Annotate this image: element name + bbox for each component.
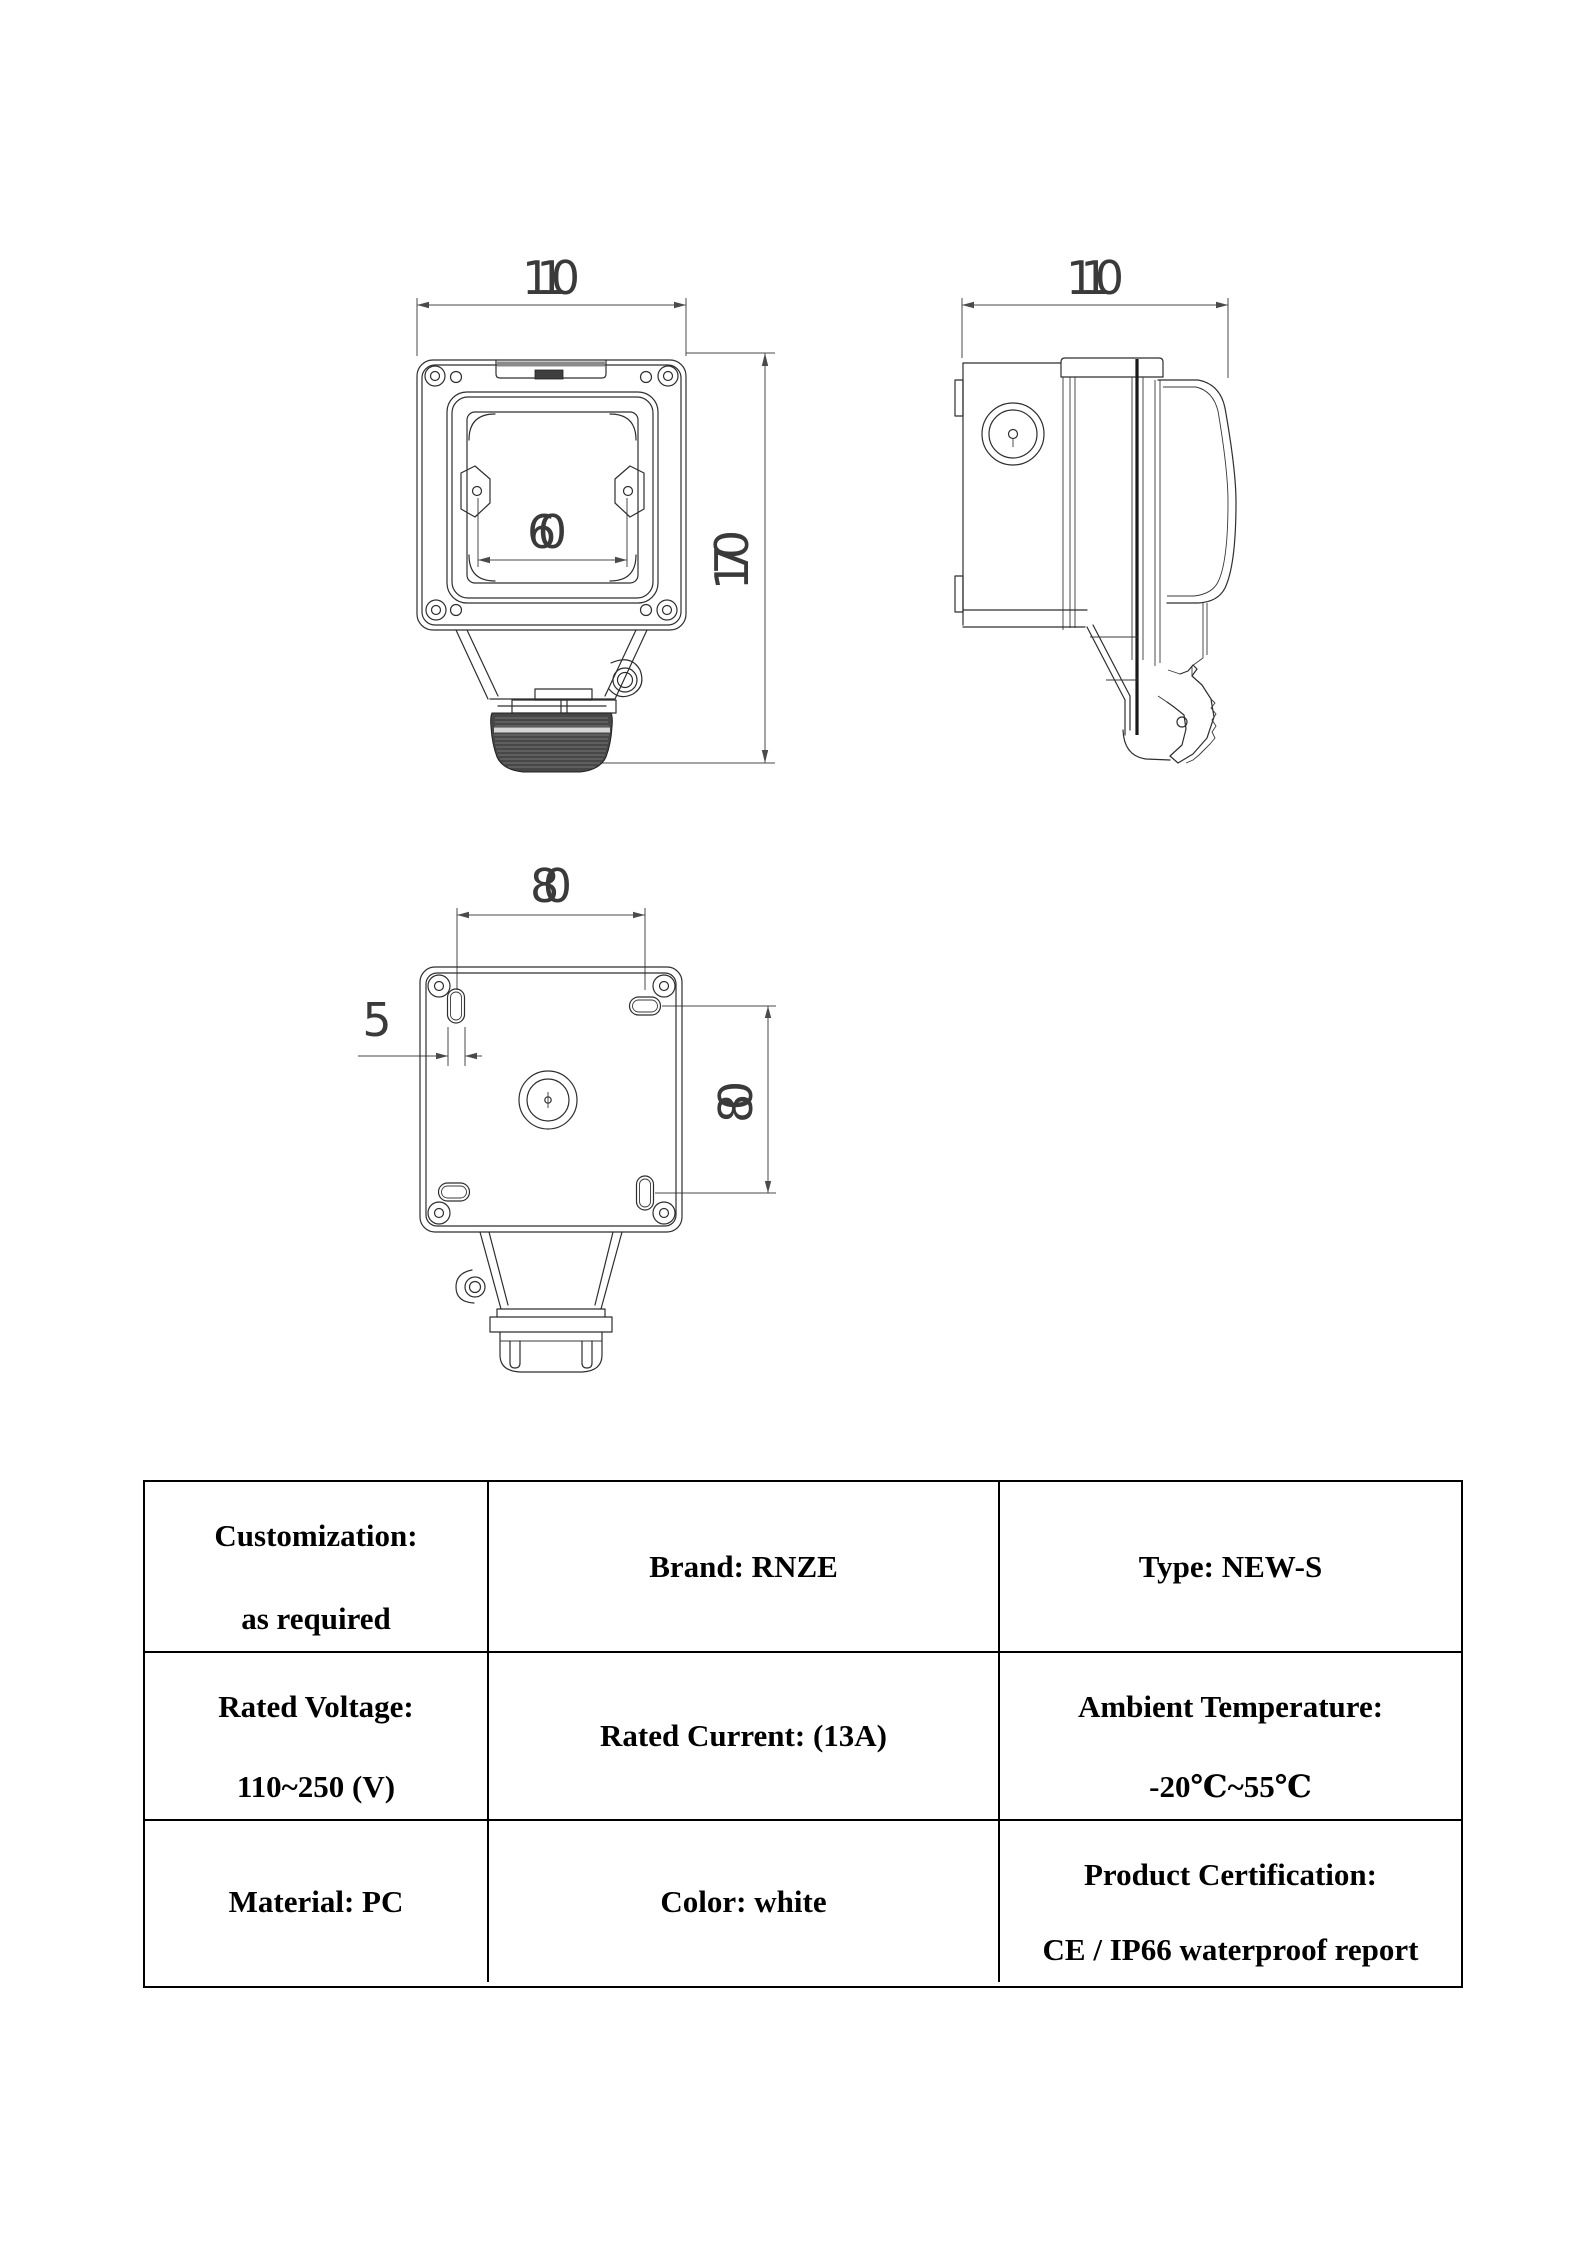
- spec-cell-color: [489, 1821, 1000, 1982]
- front-enclosure-outline: [417, 360, 686, 630]
- front-inner-dimension: [478, 498, 627, 567]
- dimension-label: 60: [527, 505, 567, 559]
- spec-cell-type: [1000, 1482, 1461, 1653]
- side-width-dimension: [962, 251, 1228, 378]
- spec-cell-rated-current: [489, 1653, 1000, 1821]
- hanging-ear-hole: [465, 1277, 485, 1297]
- hinge-tab: [955, 380, 963, 416]
- center-knockout: [519, 1071, 577, 1129]
- spec-cell-rated-voltage: [145, 1653, 489, 1821]
- lid-latch: [535, 370, 563, 379]
- back-view-drawing: [300, 840, 800, 1400]
- back-cable-gland: [456, 1232, 622, 1372]
- back-plate-outline: [420, 967, 682, 1232]
- spec-cell-customization: [145, 1482, 489, 1653]
- spec-label: Material: PC: [228, 1883, 404, 1919]
- latch-clip: [1158, 665, 1216, 763]
- front-width-dimension: [417, 251, 686, 356]
- hinge-tab: [955, 576, 963, 612]
- dimension-label: 80: [530, 859, 572, 913]
- spec-cell-product-certification: [1000, 1821, 1461, 1982]
- front-height-dimension: [600, 353, 775, 763]
- dimension-label: 5: [362, 993, 392, 1047]
- spec-label: Rated Current: (13A): [600, 1718, 887, 1753]
- dimension-label: 80: [709, 1081, 763, 1123]
- spec-table: [143, 1480, 1463, 1988]
- dimension-label: 170: [705, 530, 759, 590]
- dimension-label: 110: [1066, 251, 1124, 305]
- spec-value: -20℃~55℃: [1149, 1769, 1312, 1804]
- back-side-dimension: [655, 1006, 776, 1193]
- spec-label: Brand: RNZE: [649, 1548, 838, 1584]
- hanging-ear-hole: [613, 668, 637, 692]
- spec-label: Color: white: [660, 1883, 827, 1919]
- side-knockout: [982, 403, 1044, 465]
- spec-value: as required: [241, 1601, 391, 1636]
- spec-label: Ambient Temperature:: [1077, 1689, 1384, 1724]
- side-cable-gland: [1087, 625, 1216, 763]
- front-cable-gland: [456, 630, 647, 772]
- spec-label: Customization:: [214, 1518, 418, 1553]
- spec-value: CE / IP66 waterproof report: [1042, 1932, 1419, 1967]
- spec-value: 110~250 (V): [236, 1769, 396, 1804]
- mounting-slots: [439, 989, 661, 1210]
- spec-cell-material: [145, 1821, 489, 1982]
- spec-cell-ambient-temperature: [1000, 1653, 1461, 1821]
- spec-label: Product Certification:: [1084, 1857, 1377, 1892]
- side-view-drawing: [930, 230, 1350, 790]
- spec-label: Type: NEW-S: [1138, 1548, 1323, 1584]
- front-view-drawing: [380, 230, 800, 790]
- dimension-label: 110: [522, 251, 580, 305]
- back-top-dimension: [457, 859, 645, 990]
- spec-cell-brand: [489, 1482, 1000, 1653]
- transparent-cover: [1158, 380, 1236, 603]
- corner-screws: [425, 366, 678, 620]
- spec-label: Rated Voltage:: [218, 1689, 414, 1724]
